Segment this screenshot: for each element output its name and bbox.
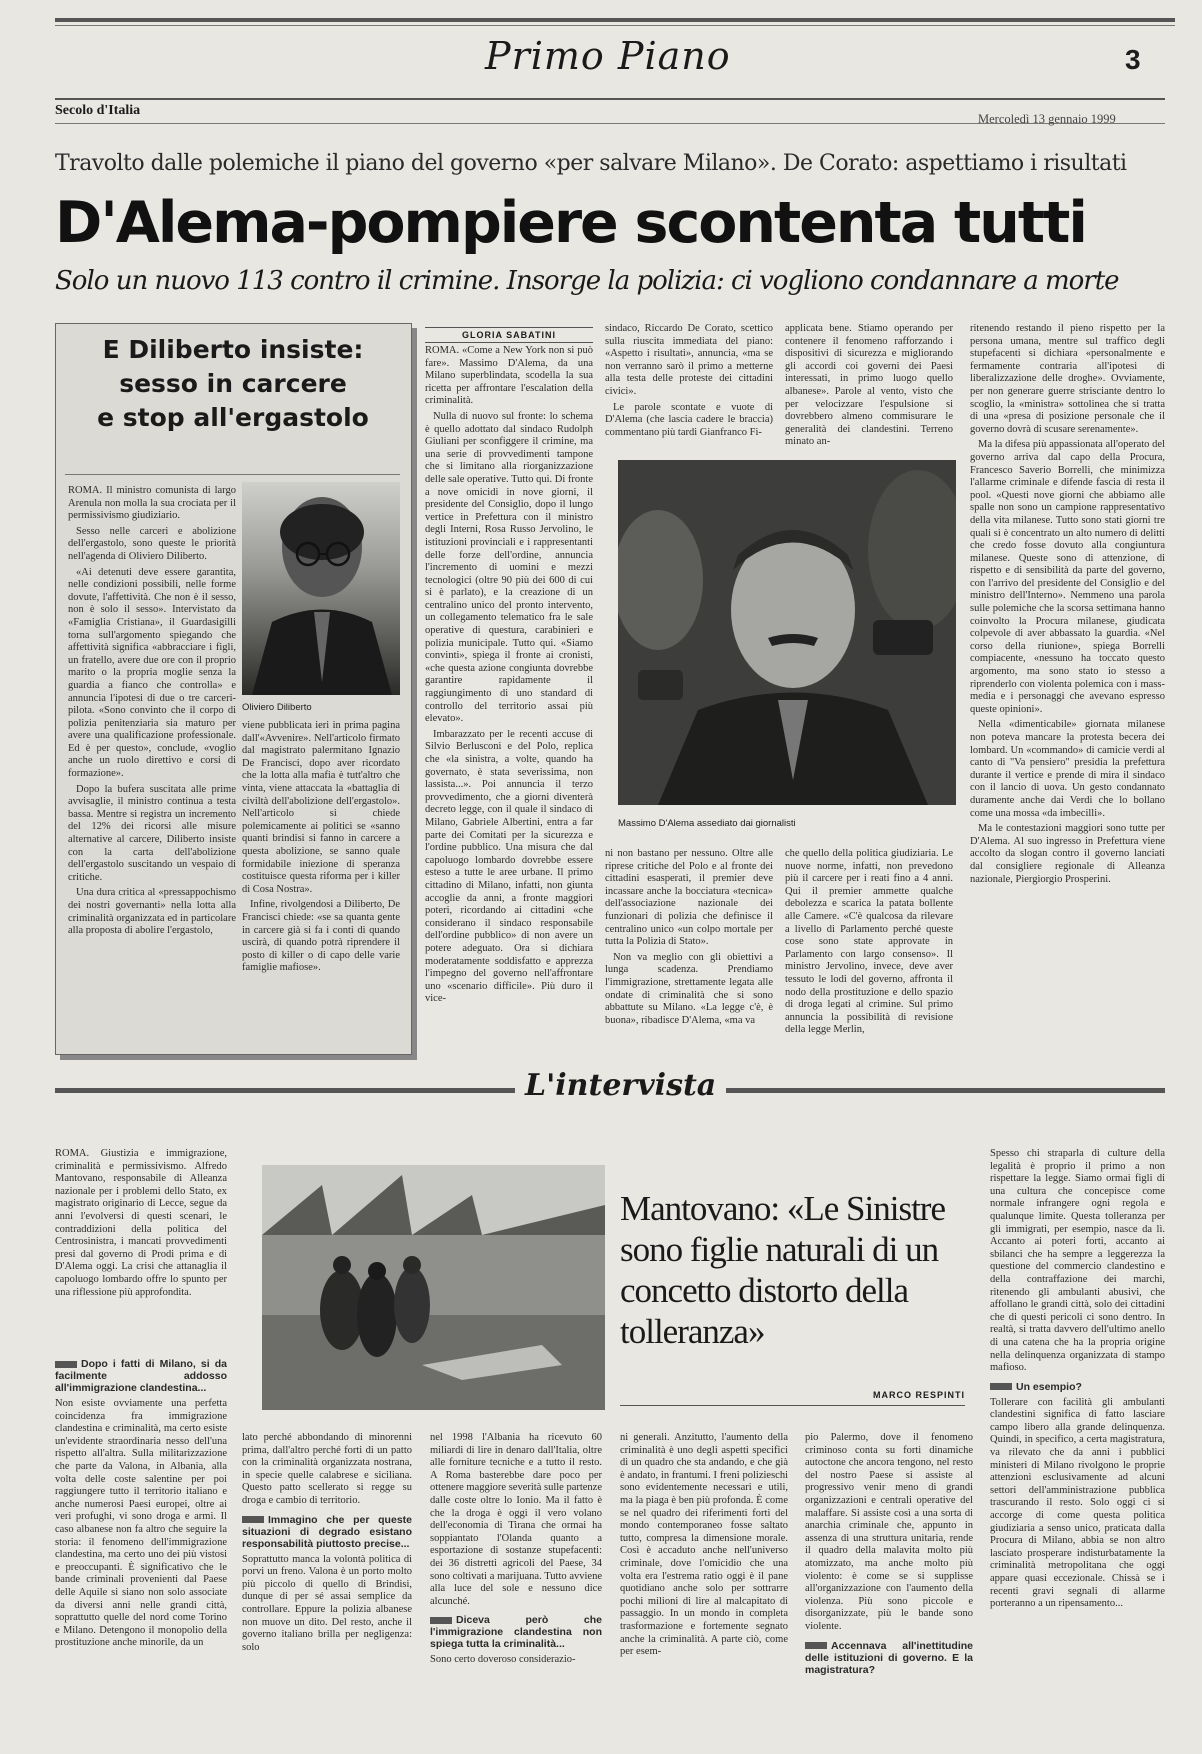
- interview-byline-rule: [620, 1405, 965, 1406]
- interview-question: Accennava all'inettitudine delle istituzioni di governo. E la magistratura?: [805, 1639, 973, 1676]
- sidebar-column-2: [242, 720, 400, 1045]
- sidebar-paragraph: viene pubblicata ieri in prima pagina dall'«Avvenire». Nell'articolo firmato dal magistrato palermitano Ignazio De Francisci, dopo aver ricordato che la lotta alla mafia è tutt'altro che vinta, viene attaccata la «battaglia di civiltà dell'abolizione dell'ergastolo». Nell'articolo si chiede polemicamente ai politici se «sanno quanti brindisi si fanno in carcere a questa abolizione, se sanno quale formidabile iniezione di speranza costituisce questa riforma per i killer di Cosa Nostra».: [242, 720, 400, 895]
- police-photo: [262, 1165, 605, 1410]
- interview-paragraph: Sono certo doveroso considerazio-: [430, 1654, 576, 1666]
- interview-paragraph: Tollerare con facilità gli ambulanti clandestini significa di fatto lasciare campo libero alla grande delinquenza. Quindi, in specifico, a certa magistratura, va rilevato che da anni i pubblici ministeri di Milano rivolgono le proprie attenzioni esclusivamente ad alcuni settori dell'amministrazione pubblica trascurando il resto. Solo oggi ci si accorge di come questa politica giudiziaria a senso unico, praticata dalla Procura di Milano, abbia se non altro lasciato prosperare indisturbatamente la criminalità metropolitana che oggi appare quasi eccezionale. Chissà se i recenti gravi segnali di allarme porteranno a un ripensamento...: [990, 1396, 1165, 1610]
- main-column-1: [425, 345, 593, 1055]
- interview-column-3: [430, 1432, 602, 1744]
- header-rule: [55, 98, 1165, 100]
- main-column-4: [970, 323, 1165, 1055]
- main-paragraph: Non va meglio con gli obiettivi a lunga scadenza. Prendiamo l'immigrazione, strettamente legata alle ondate di criminalità che si sono abbattute su Milano. «La legge c'è, è buona», ribadisce D'Alema, «ma va: [605, 951, 773, 1026]
- main-paragraph: che quello della politica giudiziaria. Le nuove norme, infatti, non prevedono più il carcere per i reati fino a 4 anni. Qui il premier ammette qualche debolezza e scarica la patata bollente alle Camere. «C'è qualcosa da rilevare a livello di Parlamento perché queste cose sono state approvate in Parlamento con largo consenso». Il ministro Jervolino, invece, deve aver tessuto le lodi del governo, affronta il nodo della prostituzione e dello spazio di droga legati al crimine. Sul primo annuncia la possibilità di revisione della legge Merlin,: [785, 848, 953, 1036]
- interview-paragraph: Non esiste ovviamente una perfetta coincidenza fra immigrazione clandestina e criminalità, ma certo esiste un'evidente straordinaria nesso dell'una rispetto all'altra. Sulla militarizzazione che parte da Valona, in Albania, alla volta delle coste salentine per poi raggiungere tutto il territorio italiano e anche numerosi Paesi europei, oltre ai veri profughi, vi sono droga e armi. Il caso albanese non fa altro che seguire la storia: il fenomeno dell'immigrazione clandestina, ma certo uno dei più vistosi e preoccupanti. È significativo che le bande criminali provenienti dal Paese delle Aquile si siano non solo associate da diversi anni nelle grandi città, soprattutto quelle del nord come Torino e Milano. Detengono il monopolio della prostituzione anche minorile, da un: [55, 1398, 227, 1649]
- interview-paragraph: ROMA. Giustizia e immigrazione, criminalità e permissivismo. Alfredo Mantovano, responsabile di Alleanza nazionale per i problemi dello Stato, ex magistrato originario di Lecce, segue da anni l'evolversi di questi scenari, le contraddizioni della politica del Centrosinistra, i mancati provvedimenti presi dal governo di Prodi prima e di D'Alema oggi. La crisi che attanaglia il capoluogo lombardo offre lo spunto per una riflessione più approfondita.: [55, 1148, 227, 1298]
- main-paragraph: Nulla di nuovo sul fronte: lo schema è quello adottato dal sindaco Rudolph Giuliani per sconfiggere il crimine, ma una serie di provvedimenti tampone che si limitano alla riorganizzazione delle sale operative. Tutto qui. Di fronte a nove omicidi in nove giorni, il presidente del Consiglio, dopo il lungo vertice in Prefettura con il ministro degli Interni, Rosa Russo Jervolino, le istituzioni provinciali e i rappresentanti delle forze dell'ordine, annuncia l'incremento di uomini e mezzi tecnologici (oltre 90 più dei 600 di cui si è parlato), e la creazione di un centralino unico del pronto intervento, un collegamento telematico fra le sale operative di questura, carabinieri e polizia municipale. Tutto qui. «Siamo convinti», spiega il fronte ai cronisti, «che questa azione congiunta dovrebbe garantire rapidamente il raggiungimento di uno standard di controllo del territorio assai più elevato».: [425, 410, 593, 725]
- interview-headline-text: Mantovano: «Le Sinistre sono figlie naturali di un concetto distorto della tolleranza»: [620, 1189, 946, 1351]
- interview-question: Immagino che per queste situazioni di degrado esistano responsabilità piuttosto precise...: [242, 1513, 412, 1550]
- interview-question: Diceva però che l'immigrazione clandestina non spiega tutta la criminalità...: [430, 1614, 602, 1651]
- paper-name-text: Secolo d'Italia: [55, 103, 141, 118]
- sidebar-paragraph: Una dura critica al «pressappochismo dei nostri governanti» nella lotta alla criminalità organizzata ed in particolare alla proposta di abolire l'ergastolo,: [68, 887, 236, 937]
- main-column-3-top: [785, 323, 953, 455]
- subheadline: [55, 266, 1175, 296]
- sidebar-rule: [65, 474, 400, 475]
- interview-paragraph: ni generali. Anzitutto, l'aumento della criminalità è uno degli aspetti specifici di un quadro che sta andando, e che già è andato, in frantumi. I freni polizieschi sono evidentemente necessari e utili, ma la piaga è ben più profonda. È come se nel quadro dei riferimenti forti del mondo contemporaneo fosse saltato tutto, compresa la dimensione morale. Così è accaduto anche nell'universo criminale, dove l'omicidio che una volta era l'estrema ratio oggi è il pane quotidiano anche solo per sottrarre pochi milioni di lire al malcapitato di passaggio. In un mondo in completa trasformazione e fortemente segnato anche la criminalità. A parte ciò, come per esem-: [620, 1432, 788, 1658]
- interview-column-1-bottom: [55, 1352, 227, 1744]
- top-rule: [55, 18, 1175, 22]
- main-paragraph: ROMA. «Come a New York non si può fare». Massimo D'Alema, da una Milano superblindata, scodella la sua ricetta per affrontare l'escalation della criminalità.: [425, 345, 593, 407]
- portrait-icon: [242, 482, 400, 695]
- main-paragraph: Ma la difesa più appassionata all'operato del governo arriva dal capo della Procura, Francesco Saverio Borrelli, che minimizza l'allarme criminale e difende fascia di resta il pool. «Questi nove giorni che abbiamo alle spalle non sono un campione rappresentativo della vita milanese. Tutto sono stati giorni tre quali si è concentrato un alto numero di delitti che credo fosse dovuto alla congiuntura milanese. Queste sono di attenzione, di rispetto e di sensibilità da parte del governo, con l'arrivo del presidente del Consiglio e del ministro dell'Interno». Nemmeno una parola sulle polemiche che la scorsa settimana hanno coinvolto la Procura milanese, giudicata colpevole di aver abbassato la guardia. «Nel corso della riunione», spiega Borrelli compiacente, «nessuno ha toccato questo argomento, ma sono stato io stesso a riprenderlo con violenta polemica con i mass-media e i personaggi che avevano espresso queste opinioni».: [970, 439, 1165, 715]
- top-rule-thin: [55, 25, 1175, 26]
- sidebar-paragraph: Dopo la bufera suscitata alle prime avvisaglie, il ministro continua a testa bassa. Mentre si registra un incremento del 12% dei ricorsi alle misure alternative al carcere, Diliberto insiste con la carta dell'abolizione dell'ergastolo suscitando un vespaio di critiche.: [68, 783, 236, 883]
- interview-byline-text: MARCO RESPINTI: [872, 1390, 965, 1400]
- dalema-caption-text: Massimo D'Alema assediato dai giornalisti: [618, 818, 796, 829]
- subheadline-text: Solo un nuovo 113 contro il crimine. Insorge la polizia: ci vogliono condannare a morte: [55, 266, 1119, 296]
- interview-paragraph: Spesso chi straparla di culture della legalità è proprio il primo a non rispettare la legge. Siamo ormai figli di una cultura che concepisce come normale infrangere ogni regola e qualunque limite. Questa tolleranza per gli immigrati, per esempio, nasce da lì. Accanto ai poteri forti, accanto ai sbilanci che ha sempre a leggerezza la questione del commercio clandestino e della contraffazione dei marchi, ritenendo gli ambulanti abusivi, che affollano le grandi città, solo dei cittadini che di questi pericoli ci sono dentro. In realtà, si tratta davvero dell'ultimo anello di una catena che ha la propria origine nella delinquenza organizzata di stampo mafioso.: [990, 1148, 1165, 1374]
- section-title: [485, 34, 731, 78]
- interview-question: Un esempio?: [990, 1381, 1165, 1393]
- page-number: [1125, 44, 1141, 76]
- sidebar-headline-line3: e stop all'ergastolo: [97, 403, 369, 432]
- interview-headline: [620, 1188, 965, 1352]
- main-column-2-bottom: [605, 848, 773, 1055]
- crowd-photo-icon: [618, 460, 956, 805]
- diliberto-caption-text: Oliviero Diliberto: [242, 702, 312, 713]
- interview-section-title: [515, 1068, 726, 1103]
- main-paragraph: Nella «dimenticabile» giornata milanese non poteva mancare la protesta becera dei lombard. Un «commando» di camicie verdi al canto di "Va pensiero" presidia la prefettura durante il vertice e prende di mira il sindaco con il lancio di uova. Un gesto condannato duramente anche dai Verdi che lo bollano come una mossa «da imbecilli».: [970, 719, 1165, 819]
- sidebar-paragraph: «Ai detenuti deve essere garantita, nelle condizioni possibili, nelle forme dovute, l'affettività. Che non è il sesso, non è solo il sesso». Intervistato da «Famiglia Cristiana», il Guardasigilli torna sull'argomento spiegando che affettività significa «abbracciare i figli, un fratello, avere due ore con il proprio marito o la propria moglie senza la guardia a fianco che controlla» e annuncia l'ipotesi di due o tre carceri-pilota. «Sono convinto che il corpo di polizia penitenziaria sia maturo per avere una qualificazione professionale. Ed è per questo», conclude, «voglio anche un ruolo direttivo e corsi di formazione».: [68, 566, 236, 780]
- main-byline-text: GLORIA SABATINI: [462, 330, 556, 340]
- dalema-caption: [618, 818, 956, 829]
- sidebar-headline-line2: sesso in carcere: [119, 369, 347, 398]
- sidebar-headline: [58, 333, 408, 435]
- main-paragraph: ritenendo restando il pieno rispetto per la persona umana, mentre sul traffico degli stupefacenti si dichiara «personalmente e fermamente contraria all'ipotesi di liberalizzazione delle droghe». Ovviamente, per non generare guerre strisciante dentro lo scoglio, la «ministra» sottolinea che si tratta di una «presa di posizione personale che il governo dovrà di scusare serenamente».: [970, 323, 1165, 435]
- dalema-photo: [618, 460, 956, 805]
- interview-paragraph: nel 1998 l'Albania ha ricevuto 60 miliardi di lire in denaro dall'Italia, oltre alle forniture tecniche e a tutto il resto. A Roma basterebbe dare poco per ottenere maggiore severità sulle partenze dalle coste oltre lo Ionio. Ma il fatto è che la droga è oggi il vero volano dell'economia di Tirana che ormai ha soppiantato l'Olanda quanto a esportazione di sostanze stupefacenti: dei 36 distretti agricoli del Paese, 34 sono coltivati a marijuana. Tutto avviene alla luce del sole e nessuno dice alcunché.: [430, 1432, 602, 1607]
- paper-name: [55, 103, 140, 119]
- main-paragraph: Imbarazzato per le recenti accuse di Silvio Berlusconi e del Polo, replica che «la sinistra, a volte, quando ha governato, è stata severissima, non lassista...». Poi annuncia il terzo provvedimento, che a giorni diventerà decreto legge, con il quale il sindaco di Milano, Gabriele Albertini, entra a far parte dei Comitati per la sicurezza e l'ordine pubblico. Una misura che dal capoluogo lombardo dovrebbe essere esteso a tutte le aree urbane. Il primo cittadino di Milano, infatti, non giunta accoglie da anni, a fronte maggiori poteri, ricordando ai cittadini «che considerano il sindaco responsabile dell'ordine pubblico» di non avere un potere adeguato. Ora si dichiara moderatamente soddisfatto e apprezza l'impegno del governo nell'affrontare uno «scenario difficile». Più duro il vice-: [425, 728, 593, 1005]
- main-paragraph: applicata bene. Stiamo operando per contenere il fenomeno rafforzando i dispositivi di sicurezza e migliorando gli accordi coi governi dei Paesi interessati, in primo luogo quello albanese». Parole al vento, visto che per velocizzare l'espulsione si dovrebbero almeno commisurare le generalità dei clandestini. Terreno minato an-: [785, 323, 953, 448]
- interview-column-4: [620, 1432, 788, 1744]
- main-paragraph: Le parole scontate e vuote di D'Alema (che lascia cadere le braccia) commentano più tardi Gianfranco Fi-: [605, 401, 773, 438]
- interview-column-1-top: [55, 1148, 227, 1338]
- sidebar-paragraph: Sesso nelle carceri e abolizione dell'ergastolo, sono queste le priorità nell'agenda di Oliviero Diliberto.: [68, 525, 236, 562]
- main-paragraph: ni non bastano per nessuno. Oltre alle riprese critiche del Polo e al fronte dei cittadini esasperati, il premier deve incassare anche la bocciatura «tecnica» dell'associazione nazionale dei funzionari di polizia che definisce il centralino unico «un colpo mortale per tutta la Polizia di Stato».: [605, 848, 773, 948]
- interview-byline: [620, 1390, 965, 1400]
- interview-question: Dopo i fatti di Milano, si da facilmente addosso all'immigrazione clandestina...: [55, 1358, 227, 1394]
- interview-column-2: [242, 1432, 412, 1744]
- issue-date-text: Mercoledì 13 gennaio 1999: [978, 112, 1116, 126]
- sidebar-column-1: [68, 485, 236, 1045]
- kicker-text: Travolto dalle polemiche il piano del governo «per salvare Milano». De Corato: aspettiamo i risultati: [55, 151, 1127, 176]
- interview-column-5: [805, 1432, 973, 1744]
- main-column-3-bottom: [785, 848, 953, 1055]
- main-paragraph: sindaco, Riccardo De Corato, scettico sulla riuscita immediata del piano: «Aspetto i risultati», annuncia, «ma se non verranno sarò il primo a metterne alla testa delle proteste dei cittadini civici».: [605, 323, 773, 397]
- main-column-2-top: [605, 323, 773, 455]
- interview-paragraph: pio Palermo, dove il fenomeno criminoso conta su forti dinamiche autoctone che ancora tengono, nel resto del nostro Paese si assiste al progressivo venir meno di grandi organizzazioni e centrali operative del malaffare. Si assiste così a una sorta di anarchia criminale che, appunto in assenza di una struttura unitaria, rende il quadro della malavita molto più atomizzato, ma anche molto più violento: è come se si supplisse all'organizzazione con l'aumento della violenza. Più sono piccole e disorganizzate, più le bande sono violente.: [805, 1432, 973, 1632]
- main-headline: [55, 190, 1175, 256]
- interview-section-title-text: L'intervista: [525, 1068, 717, 1103]
- interview-paragraph: Soprattutto manca la volontà politica di porvi un freno. Valona è un porto molto più piccolo di quello di Brindisi, dunque di per sé assai semplice da controllare. Eppure la polizia albanese non muove un dito. Del resto, anche il governo italiano brilla per negligenza: solo: [242, 1553, 412, 1653]
- sidebar-paragraph: Infine, rivolgendosi a Diliberto, De Francisci chiede: «se sa quanta gente in carcere già si fa i conti di quando uscirà, di quando potrà riprendere il posto di killer o di capo delle varie famiglie mafiose».: [242, 899, 400, 974]
- police-photo-icon: [262, 1165, 605, 1410]
- main-headline-text: D'Alema-pompiere scontenta tutti: [55, 190, 1086, 256]
- sidebar-headline-line1: E Diliberto insiste:: [102, 335, 364, 364]
- interview-column-6: [990, 1148, 1165, 1744]
- section-title-text: Primo Piano: [485, 34, 731, 78]
- interview-paragraph: lato perché abbondando di minorenni prima, dall'altro perché forti di un patto con la criminalità organizzata nostrana, in specie quelle calabrese e siciliana. Questo patto scellerato si regge su droga e cambio di territorio.: [242, 1432, 412, 1506]
- main-byline: [425, 327, 593, 343]
- sidebar-paragraph: ROMA. Il ministro comunista di largo Arenula non molla la sua crociata per il permissivismo giudiziario.: [68, 485, 236, 522]
- kicker: [55, 151, 1165, 176]
- page-number-text: 3: [1125, 44, 1141, 75]
- diliberto-caption: [242, 702, 400, 713]
- main-paragraph: Ma le contestazioni maggiori sono tutte per D'Alema. Al suo ingresso in Prefettura viene accolto da slogan contro il governo lanciati dal consigliere regionale di Alleanza nazionale, Piergiorgio Prosperini.: [970, 823, 1165, 885]
- issue-date: [978, 112, 1116, 127]
- diliberto-photo: [242, 482, 400, 695]
